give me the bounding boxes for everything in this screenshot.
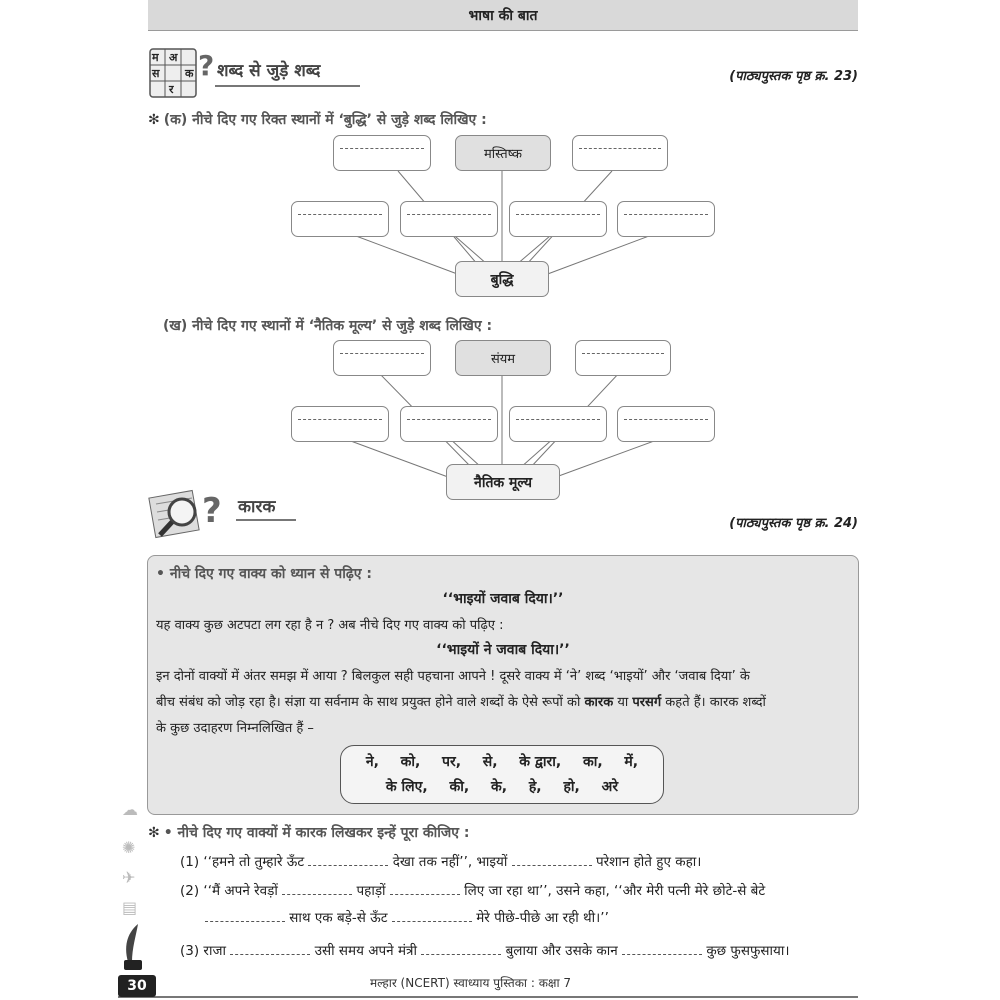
blank-field[interactable] [205, 911, 285, 922]
blank-field[interactable] [421, 944, 501, 955]
question-kha-label: (ख) नीचे दिए गए स्थानों में ‘नैतिक मूल्य’ से जुड़े शब्द लिखिए : [163, 318, 493, 334]
blank-field[interactable] [308, 855, 388, 866]
karak-word: के, [491, 779, 508, 795]
blank-field[interactable] [512, 855, 592, 866]
root-word: बुद्धि [490, 271, 514, 288]
filled-word: मस्तिष्क [484, 147, 522, 162]
karak-row-1 [341, 752, 663, 771]
question-kha [163, 316, 492, 335]
karak-word: अरे [601, 779, 619, 795]
blank-field[interactable] [622, 944, 702, 955]
blank-field[interactable] [230, 944, 310, 955]
blank-field[interactable] [392, 911, 472, 922]
question-ka-label: (क) नीचे दिए गए रिक्त स्थानों में ‘बुद्धि’ से जुड़े शब्द लिखिए : [163, 112, 487, 128]
karak-word: के द्वारा, [519, 754, 562, 770]
answer-box[interactable] [400, 406, 498, 442]
karak-word: का, [582, 754, 603, 770]
icon-letter-sa: स [152, 67, 160, 80]
svg-text:?: ? [198, 49, 215, 82]
book-icon: ▤ [122, 898, 138, 917]
exercise-label-text: • नीचे दिए गए वाक्यों में कारक लिखकर इन्हें पूरा कीजिए : [163, 825, 470, 841]
panel-intro: • नीचे दिए गए वाक्य को ध्यान से पढ़िए : [156, 566, 372, 582]
karak-word: हो, [563, 779, 580, 795]
exercise-label [148, 823, 469, 842]
icon-letter-ra: र [169, 83, 174, 96]
filled-word-box [455, 340, 551, 376]
karak-word: से, [482, 754, 498, 770]
exercise-sentence-2-cont [205, 908, 609, 926]
item-number: (1) [180, 854, 200, 870]
quill-pen-icon [118, 922, 148, 972]
answer-box[interactable] [617, 406, 715, 442]
sentence-text: पहाड़ों [356, 883, 386, 899]
tree-root-naitik-mulya [446, 464, 560, 500]
page-reference-24: (पाठ्यपुस्तक पृष्ठ क्र. 24) [729, 516, 858, 531]
page-number: 30 [127, 978, 147, 994]
answer-box[interactable] [333, 135, 431, 171]
term-karak: कारक [584, 695, 614, 710]
icon-letter-ma: म [152, 51, 159, 64]
section-underline [236, 519, 296, 521]
karak-examples-box [340, 745, 664, 804]
sentence-text: ‘‘हमने तो तुम्हारे ऊँट [203, 854, 305, 870]
para-text: या [613, 695, 633, 710]
footer-book-title: मल्हार (NCERT) स्वाध्याय पुस्तिका : कक्षा 7 [370, 976, 572, 990]
sentence-text: बुलाया और उसके कान [505, 943, 618, 959]
karak-row-2 [341, 777, 663, 796]
sentence-text: मेरे पीछे-पीछे आ रही थी।’’ [476, 910, 609, 926]
page-header-title: भाषा की बात [468, 7, 538, 24]
section-title-karak: कारक [238, 497, 276, 517]
sentence-text: राजा [203, 943, 226, 959]
answer-box[interactable] [400, 201, 498, 237]
exercise-sentence-1 [180, 852, 701, 870]
sentence-text: कुछ फुसफुसाया। [706, 943, 790, 959]
panel-line-2: यह वाक्य कुछ अटपटा लग रहा है न ? अब नीचे दिए गए वाक्य को पढ़िए : [156, 618, 504, 633]
panel-paragraph-1: इन दोनों वाक्यों में अंतर समझ में आया ? बिलकुल सही पहचाना आपने ! दूसरे वाक्य में ‘ने’ शब्द ‘भाइयों’ और ‘जवाब दिया’ के [156, 669, 750, 684]
exercise-sentence-3 [180, 941, 789, 959]
filled-word: संयम [490, 352, 516, 367]
example-sentence-1: ‘‘भाइयों जवाब दिया।’’ [442, 591, 564, 607]
magnifier-question-icon [148, 480, 233, 540]
star-icon: ✻ [148, 825, 160, 841]
panel-paragraph-3: के कुछ उदाहरण निम्नलिखित हैं – [156, 721, 314, 736]
sentence-text: परेशान होते हुए कहा। [595, 854, 702, 870]
sentence-text: उसी समय अपने मंत्री [314, 943, 417, 959]
sun-icon: ✺ [122, 838, 136, 857]
bird-icon: ✈ [122, 868, 136, 887]
sentence-text: देखा तक नहीं’’, भाइयों [392, 854, 508, 870]
sentence-text: ‘‘मैं अपने रेवड़ों [203, 883, 278, 899]
karak-word: में, [624, 754, 639, 770]
sentence-text: साथ एक बड़े-से ऊँट [289, 910, 388, 926]
answer-box[interactable] [291, 201, 389, 237]
para-text: बीच संबंध को जोड़ रहा है। संज्ञा या सर्वनाम के साथ प्रयुक्त होने वाले शब्दों के ऐसे रूपों को [156, 695, 585, 710]
panel-paragraph-2 [156, 692, 766, 710]
para-text: कहते हैं। कारक शब्दों [661, 695, 766, 710]
answer-box[interactable] [509, 201, 607, 237]
page-reference-23: (पाठ्यपुस्तक पृष्ठ क्र. 23) [729, 69, 858, 84]
answer-box[interactable] [509, 406, 607, 442]
term-parsarg: परसर्ग [632, 695, 662, 710]
karak-word: की, [449, 779, 470, 795]
cloud-icon: ☁ [122, 800, 138, 819]
root-word: नैतिक मूल्य [474, 474, 532, 491]
answer-box[interactable] [617, 201, 715, 237]
blank-field[interactable] [282, 884, 352, 895]
item-number: (2) [180, 883, 200, 899]
karak-word: ने, [365, 754, 379, 770]
icon-letter-a: अ [169, 51, 178, 64]
karak-word: पर, [442, 754, 462, 770]
exercise-sentence-2 [180, 881, 765, 899]
example-sentence-2: ‘‘भाइयों ने जवाब दिया।’’ [436, 642, 570, 658]
icon-letter-ka: क [185, 67, 194, 80]
tree-root-buddhi [455, 261, 549, 297]
answer-box[interactable] [291, 406, 389, 442]
answer-box[interactable] [575, 340, 671, 376]
answer-box[interactable] [572, 135, 668, 171]
star-icon: ✻ [148, 112, 160, 128]
answer-box[interactable] [333, 340, 431, 376]
sentence-text: लिए जा रहा था’’, उसने कहा, ‘‘और मेरी पत्नी मेरे छोटे-से बेटे [464, 883, 766, 899]
item-number: (3) [180, 943, 200, 959]
svg-text:?: ? [202, 491, 222, 531]
section-title-words: शब्द से जुड़े शब्द [217, 61, 321, 81]
page-number-badge [118, 975, 156, 997]
karak-word: के लिए, [385, 779, 428, 795]
karak-word: को, [400, 754, 421, 770]
filled-word-box [455, 135, 551, 171]
karak-word: हे, [528, 779, 542, 795]
blank-field[interactable] [390, 884, 460, 895]
